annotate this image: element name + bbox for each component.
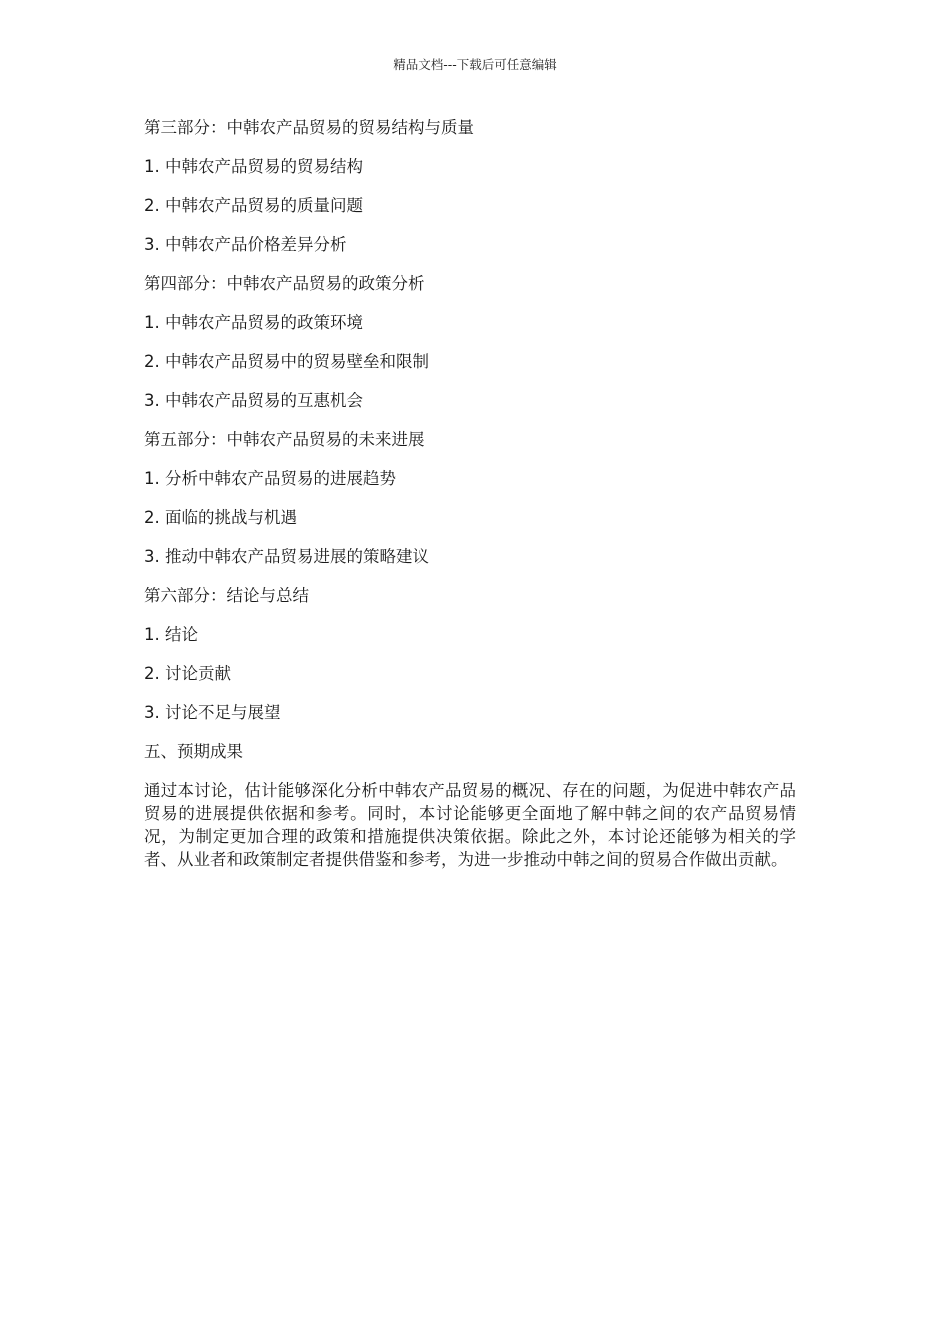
- page-header: 精品文档---下载后可任意编辑: [393, 57, 557, 72]
- list-item: 1. 分析中韩农产品贸易的进展趋势: [144, 469, 396, 488]
- list-item: 1. 中韩农产品贸易的政策环境: [144, 313, 363, 332]
- list-item: 3. 中韩农产品贸易的互惠机会: [144, 391, 363, 410]
- list-item: 2. 中韩农产品贸易的质量问题: [144, 196, 363, 215]
- section-heading-part-4: 第四部分：中韩农产品贸易的政策分析: [144, 274, 425, 293]
- list-item: 2. 中韩农产品贸易中的贸易壁垒和限制: [144, 352, 429, 371]
- document-body: [144, 116, 796, 871]
- list-item: 2. 讨论贡献: [144, 664, 231, 683]
- list-item: 1. 结论: [144, 625, 198, 644]
- list-item: 3. 推动中韩农产品贸易进展的策略建议: [144, 547, 429, 566]
- list-item: 2. 面临的挑战与机遇: [144, 508, 297, 527]
- section-heading-part-3: 第三部分：中韩农产品贸易的贸易结构与质量: [144, 118, 474, 137]
- list-item: 1. 中韩农产品贸易的贸易结构: [144, 157, 363, 176]
- section-heading-expected-results: 五、预期成果: [144, 742, 243, 761]
- list-item: 3. 讨论不足与展望: [144, 703, 281, 722]
- list-item: 3. 中韩农产品价格差异分析: [144, 235, 347, 254]
- section-heading-part-6: 第六部分：结论与总结: [144, 586, 309, 605]
- body-paragraph: 通过本讨论，估计能够深化分析中韩农产品贸易的概况、存在的问题，为促进中韩农产品贸易的进展提供依据和参考。同时，本讨论能够更全面地了解中韩之间的农产品贸易情况，为制定更加合理的政策和措施提供决策依据。除此之外，本讨论还能够为相关的学者、从业者和政策制定者提供借鉴和参考，为进一步推动中韩之间的贸易合作做出贡献。: [144, 781, 796, 869]
- section-heading-part-5: 第五部分：中韩农产品贸易的未来进展: [144, 430, 425, 449]
